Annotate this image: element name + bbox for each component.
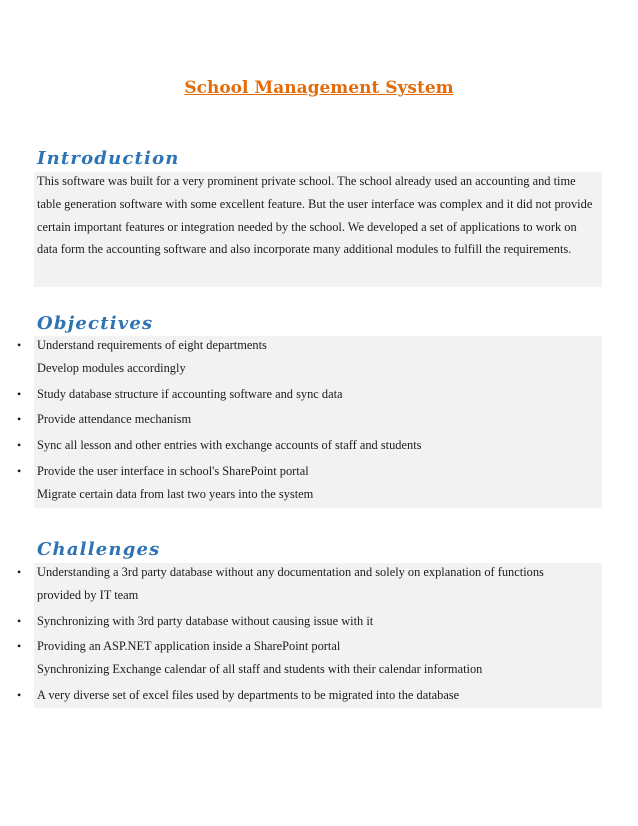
bullet-icon: • [17, 386, 22, 401]
bullet-icon: • [17, 438, 22, 453]
list-item [0, 383, 638, 406]
bullet-icon: • [17, 639, 22, 654]
list-item-text: provided by IT team [37, 587, 139, 602]
challenges-list [0, 561, 638, 710]
introduction-heading: Introduction [37, 148, 180, 169]
list-item-text: Develop modules accordingly [37, 360, 186, 375]
objectives-list [0, 334, 638, 509]
list-item-text: Migrate certain data from last two years into the system [37, 486, 314, 501]
bullet-icon: • [17, 565, 22, 579]
list-item-text: Provide the user interface in school's SharePoint portal [37, 463, 309, 478]
list-item-text: Study database structure if accounting software and sync data [37, 386, 343, 401]
bullet-icon: • [17, 613, 22, 628]
list-item [0, 460, 638, 506]
list-item-text: Providing an ASP.NET application inside a SharePoint portal [37, 639, 341, 654]
list-item-text: Understand requirements of eight departments [37, 338, 267, 352]
list-item-text: Provide attendance mechanism [37, 412, 192, 427]
list-item [0, 561, 638, 607]
bullet-icon: • [17, 338, 22, 352]
list-item [0, 408, 638, 431]
bullet-icon: • [17, 463, 22, 478]
list-item-text: Understanding a 3rd party database without any documentation and solely on explanation of functions [37, 565, 544, 579]
list-item [0, 434, 638, 457]
objectives-heading: Objectives [37, 313, 154, 334]
list-item [0, 610, 638, 633]
list-item [0, 334, 638, 380]
bullet-icon: • [17, 412, 22, 427]
document-title: School Management System [184, 78, 454, 98]
list-item-text: Synchronizing Exchange calendar of all staff and students with their calendar information [37, 662, 483, 677]
bullet-icon: • [17, 687, 22, 702]
list-item-text: Synchronizing with 3rd party database without causing issue with it [37, 613, 374, 628]
challenges-heading: Challenges [37, 539, 161, 560]
list-item [0, 684, 638, 707]
introduction-paragraph: This software was built for a very prominent private school. The school already used an accounting and time table generation software with some excellent feature. But the user interface was complex and it did not provide certain important features or integration needed by the school. We developed a set of applications to work on data form the accounting software and also incorporate many additional modules to fulfill the requirements. [37, 174, 593, 257]
list-item-text: Sync all lesson and other entries with exchange accounts of staff and students [37, 438, 422, 453]
list-item-text: A very diverse set of excel files used by departments to be migrated into the database [37, 687, 460, 702]
list-item [0, 635, 638, 681]
